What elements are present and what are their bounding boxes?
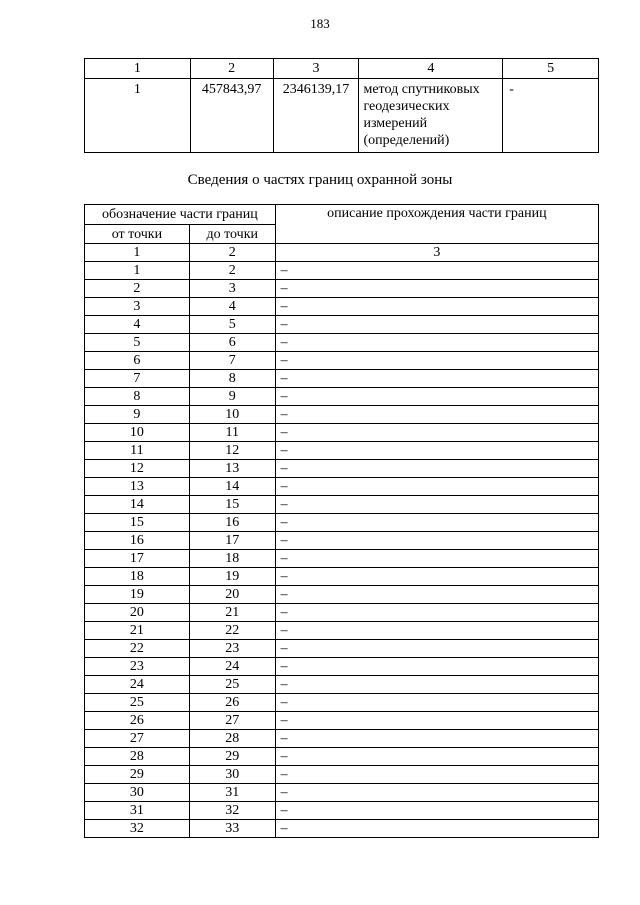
- from-point-cell: 27: [85, 730, 190, 748]
- method-line: метод спутниковых: [363, 82, 480, 97]
- to-point-cell: 20: [189, 586, 275, 604]
- from-point-cell: 8: [85, 388, 190, 406]
- description-cell: –: [275, 676, 598, 694]
- from-point-cell: 6: [85, 352, 190, 370]
- table-row: [85, 532, 599, 550]
- to-point-cell: 17: [189, 532, 275, 550]
- to-point-cell: 24: [189, 658, 275, 676]
- description-cell: –: [275, 352, 598, 370]
- description-cell: –: [275, 442, 598, 460]
- table-row: [85, 748, 599, 766]
- description-cell: –: [275, 460, 598, 478]
- to-point-cell: 10: [189, 406, 275, 424]
- table-row: [85, 712, 599, 730]
- description-cell: –: [275, 820, 598, 838]
- table-row: [85, 604, 599, 622]
- column-number: 3: [273, 59, 359, 79]
- table-row: [85, 262, 599, 280]
- to-point-cell: 18: [189, 550, 275, 568]
- from-point-cell: 29: [85, 766, 190, 784]
- to-point-cell: 31: [189, 784, 275, 802]
- description-cell: –: [275, 532, 598, 550]
- to-point-cell: 23: [189, 640, 275, 658]
- description-cell: –: [275, 802, 598, 820]
- from-point-cell: 24: [85, 676, 190, 694]
- to-point-cell: 6: [189, 334, 275, 352]
- to-point-cell: 11: [189, 424, 275, 442]
- from-point-cell: 26: [85, 712, 190, 730]
- from-point-cell: 16: [85, 532, 190, 550]
- table-row: [85, 298, 599, 316]
- method-line: измерений: [363, 116, 428, 131]
- table-row: [85, 496, 599, 514]
- from-point-cell: 14: [85, 496, 190, 514]
- table-row: [85, 460, 599, 478]
- description-cell: –: [275, 496, 598, 514]
- table-row: [85, 550, 599, 568]
- column-number: 3: [275, 244, 598, 262]
- to-point-cell: 8: [189, 370, 275, 388]
- from-point-cell: 12: [85, 460, 190, 478]
- from-point-cell: 5: [85, 334, 190, 352]
- description-cell: –: [275, 730, 598, 748]
- table-row: [85, 622, 599, 640]
- parts-column-numbers-row: [85, 244, 599, 262]
- description-cell: –: [275, 604, 598, 622]
- to-point-cell: 4: [189, 298, 275, 316]
- column-number: 5: [503, 59, 599, 79]
- description-cell: –: [275, 748, 598, 766]
- y-coordinate: 2346139,17: [273, 79, 359, 153]
- table-row: [85, 676, 599, 694]
- to-point-cell: 7: [189, 352, 275, 370]
- to-point-cell: 15: [189, 496, 275, 514]
- from-point-cell: 1: [85, 262, 190, 280]
- table-row: [85, 802, 599, 820]
- to-point-cell: 5: [189, 316, 275, 334]
- column-number: 1: [85, 59, 191, 79]
- from-point-cell: 22: [85, 640, 190, 658]
- to-point-cell: 26: [189, 694, 275, 712]
- table-row: [85, 730, 599, 748]
- from-point-cell: 28: [85, 748, 190, 766]
- extra-value: -: [503, 79, 599, 153]
- table-row: [85, 784, 599, 802]
- from-point-cell: 32: [85, 820, 190, 838]
- from-point-cell: 31: [85, 802, 190, 820]
- point-number: 1: [85, 79, 191, 153]
- to-point-cell: 22: [189, 622, 275, 640]
- table-row: [85, 424, 599, 442]
- table-row: [85, 694, 599, 712]
- coordinates-header-row: [85, 59, 599, 79]
- boundary-parts-table: [84, 204, 599, 838]
- table-row: [85, 514, 599, 532]
- method-description: [359, 79, 503, 153]
- description-cell: –: [275, 550, 598, 568]
- to-point-cell: 9: [189, 388, 275, 406]
- from-point-cell: 18: [85, 568, 190, 586]
- table-row: [85, 280, 599, 298]
- from-point-cell: 20: [85, 604, 190, 622]
- description-cell: –: [275, 694, 598, 712]
- to-point-cell: 32: [189, 802, 275, 820]
- to-point-cell: 28: [189, 730, 275, 748]
- description-cell: –: [275, 424, 598, 442]
- table-row: [85, 406, 599, 424]
- from-point-cell: 9: [85, 406, 190, 424]
- table-row: [85, 820, 599, 838]
- table-row: [85, 334, 599, 352]
- column-number: 1: [85, 244, 190, 262]
- column-number: 4: [359, 59, 503, 79]
- header-to-point: до точки: [189, 225, 275, 244]
- description-cell: –: [275, 370, 598, 388]
- table-row: [85, 316, 599, 334]
- coordinates-row: [85, 79, 599, 153]
- method-line: геодезических: [363, 99, 450, 114]
- description-cell: –: [275, 784, 598, 802]
- from-point-cell: 19: [85, 586, 190, 604]
- header-boundary-designation: обозначение части границ: [85, 205, 276, 225]
- table-row: [85, 658, 599, 676]
- description-cell: –: [275, 640, 598, 658]
- section-title: Сведения о частях границ охранной зоны: [187, 172, 453, 188]
- table-row: [85, 766, 599, 784]
- from-point-cell: 7: [85, 370, 190, 388]
- from-point-cell: 15: [85, 514, 190, 532]
- to-point-cell: 27: [189, 712, 275, 730]
- to-point-cell: 2: [189, 262, 275, 280]
- to-point-cell: 13: [189, 460, 275, 478]
- header-from-point: от точки: [85, 225, 190, 244]
- description-cell: –: [275, 388, 598, 406]
- coordinates-table: [84, 58, 599, 153]
- table-row: [85, 388, 599, 406]
- x-coordinate: 457843,97: [190, 79, 273, 153]
- to-point-cell: 19: [189, 568, 275, 586]
- table-row: [85, 478, 599, 496]
- description-cell: –: [275, 316, 598, 334]
- description-cell: –: [275, 712, 598, 730]
- from-point-cell: 11: [85, 442, 190, 460]
- table-row: [85, 568, 599, 586]
- to-point-cell: 14: [189, 478, 275, 496]
- page-number: 183: [310, 16, 330, 31]
- description-cell: –: [275, 568, 598, 586]
- from-point-cell: 21: [85, 622, 190, 640]
- table-row: [85, 370, 599, 388]
- description-cell: –: [275, 298, 598, 316]
- to-point-cell: 30: [189, 766, 275, 784]
- from-point-cell: 30: [85, 784, 190, 802]
- description-cell: –: [275, 766, 598, 784]
- header-description: описание прохождения части границ: [275, 205, 598, 244]
- table-row: [85, 640, 599, 658]
- to-point-cell: 29: [189, 748, 275, 766]
- table-row: [85, 352, 599, 370]
- description-cell: –: [275, 334, 598, 352]
- from-point-cell: 10: [85, 424, 190, 442]
- to-point-cell: 3: [189, 280, 275, 298]
- description-cell: –: [275, 280, 598, 298]
- table-row: [85, 586, 599, 604]
- table-row: [85, 442, 599, 460]
- to-point-cell: 12: [189, 442, 275, 460]
- description-cell: –: [275, 262, 598, 280]
- parts-header-row: [85, 205, 599, 225]
- description-cell: –: [275, 514, 598, 532]
- column-number: 2: [190, 59, 273, 79]
- description-cell: –: [275, 406, 598, 424]
- column-number: 2: [189, 244, 275, 262]
- description-cell: –: [275, 478, 598, 496]
- description-cell: –: [275, 658, 598, 676]
- from-point-cell: 23: [85, 658, 190, 676]
- to-point-cell: 25: [189, 676, 275, 694]
- from-point-cell: 13: [85, 478, 190, 496]
- from-point-cell: 4: [85, 316, 190, 334]
- from-point-cell: 2: [85, 280, 190, 298]
- to-point-cell: 33: [189, 820, 275, 838]
- from-point-cell: 25: [85, 694, 190, 712]
- from-point-cell: 3: [85, 298, 190, 316]
- to-point-cell: 21: [189, 604, 275, 622]
- description-cell: –: [275, 622, 598, 640]
- method-line: (определений): [363, 133, 450, 148]
- from-point-cell: 17: [85, 550, 190, 568]
- description-cell: –: [275, 586, 598, 604]
- to-point-cell: 16: [189, 514, 275, 532]
